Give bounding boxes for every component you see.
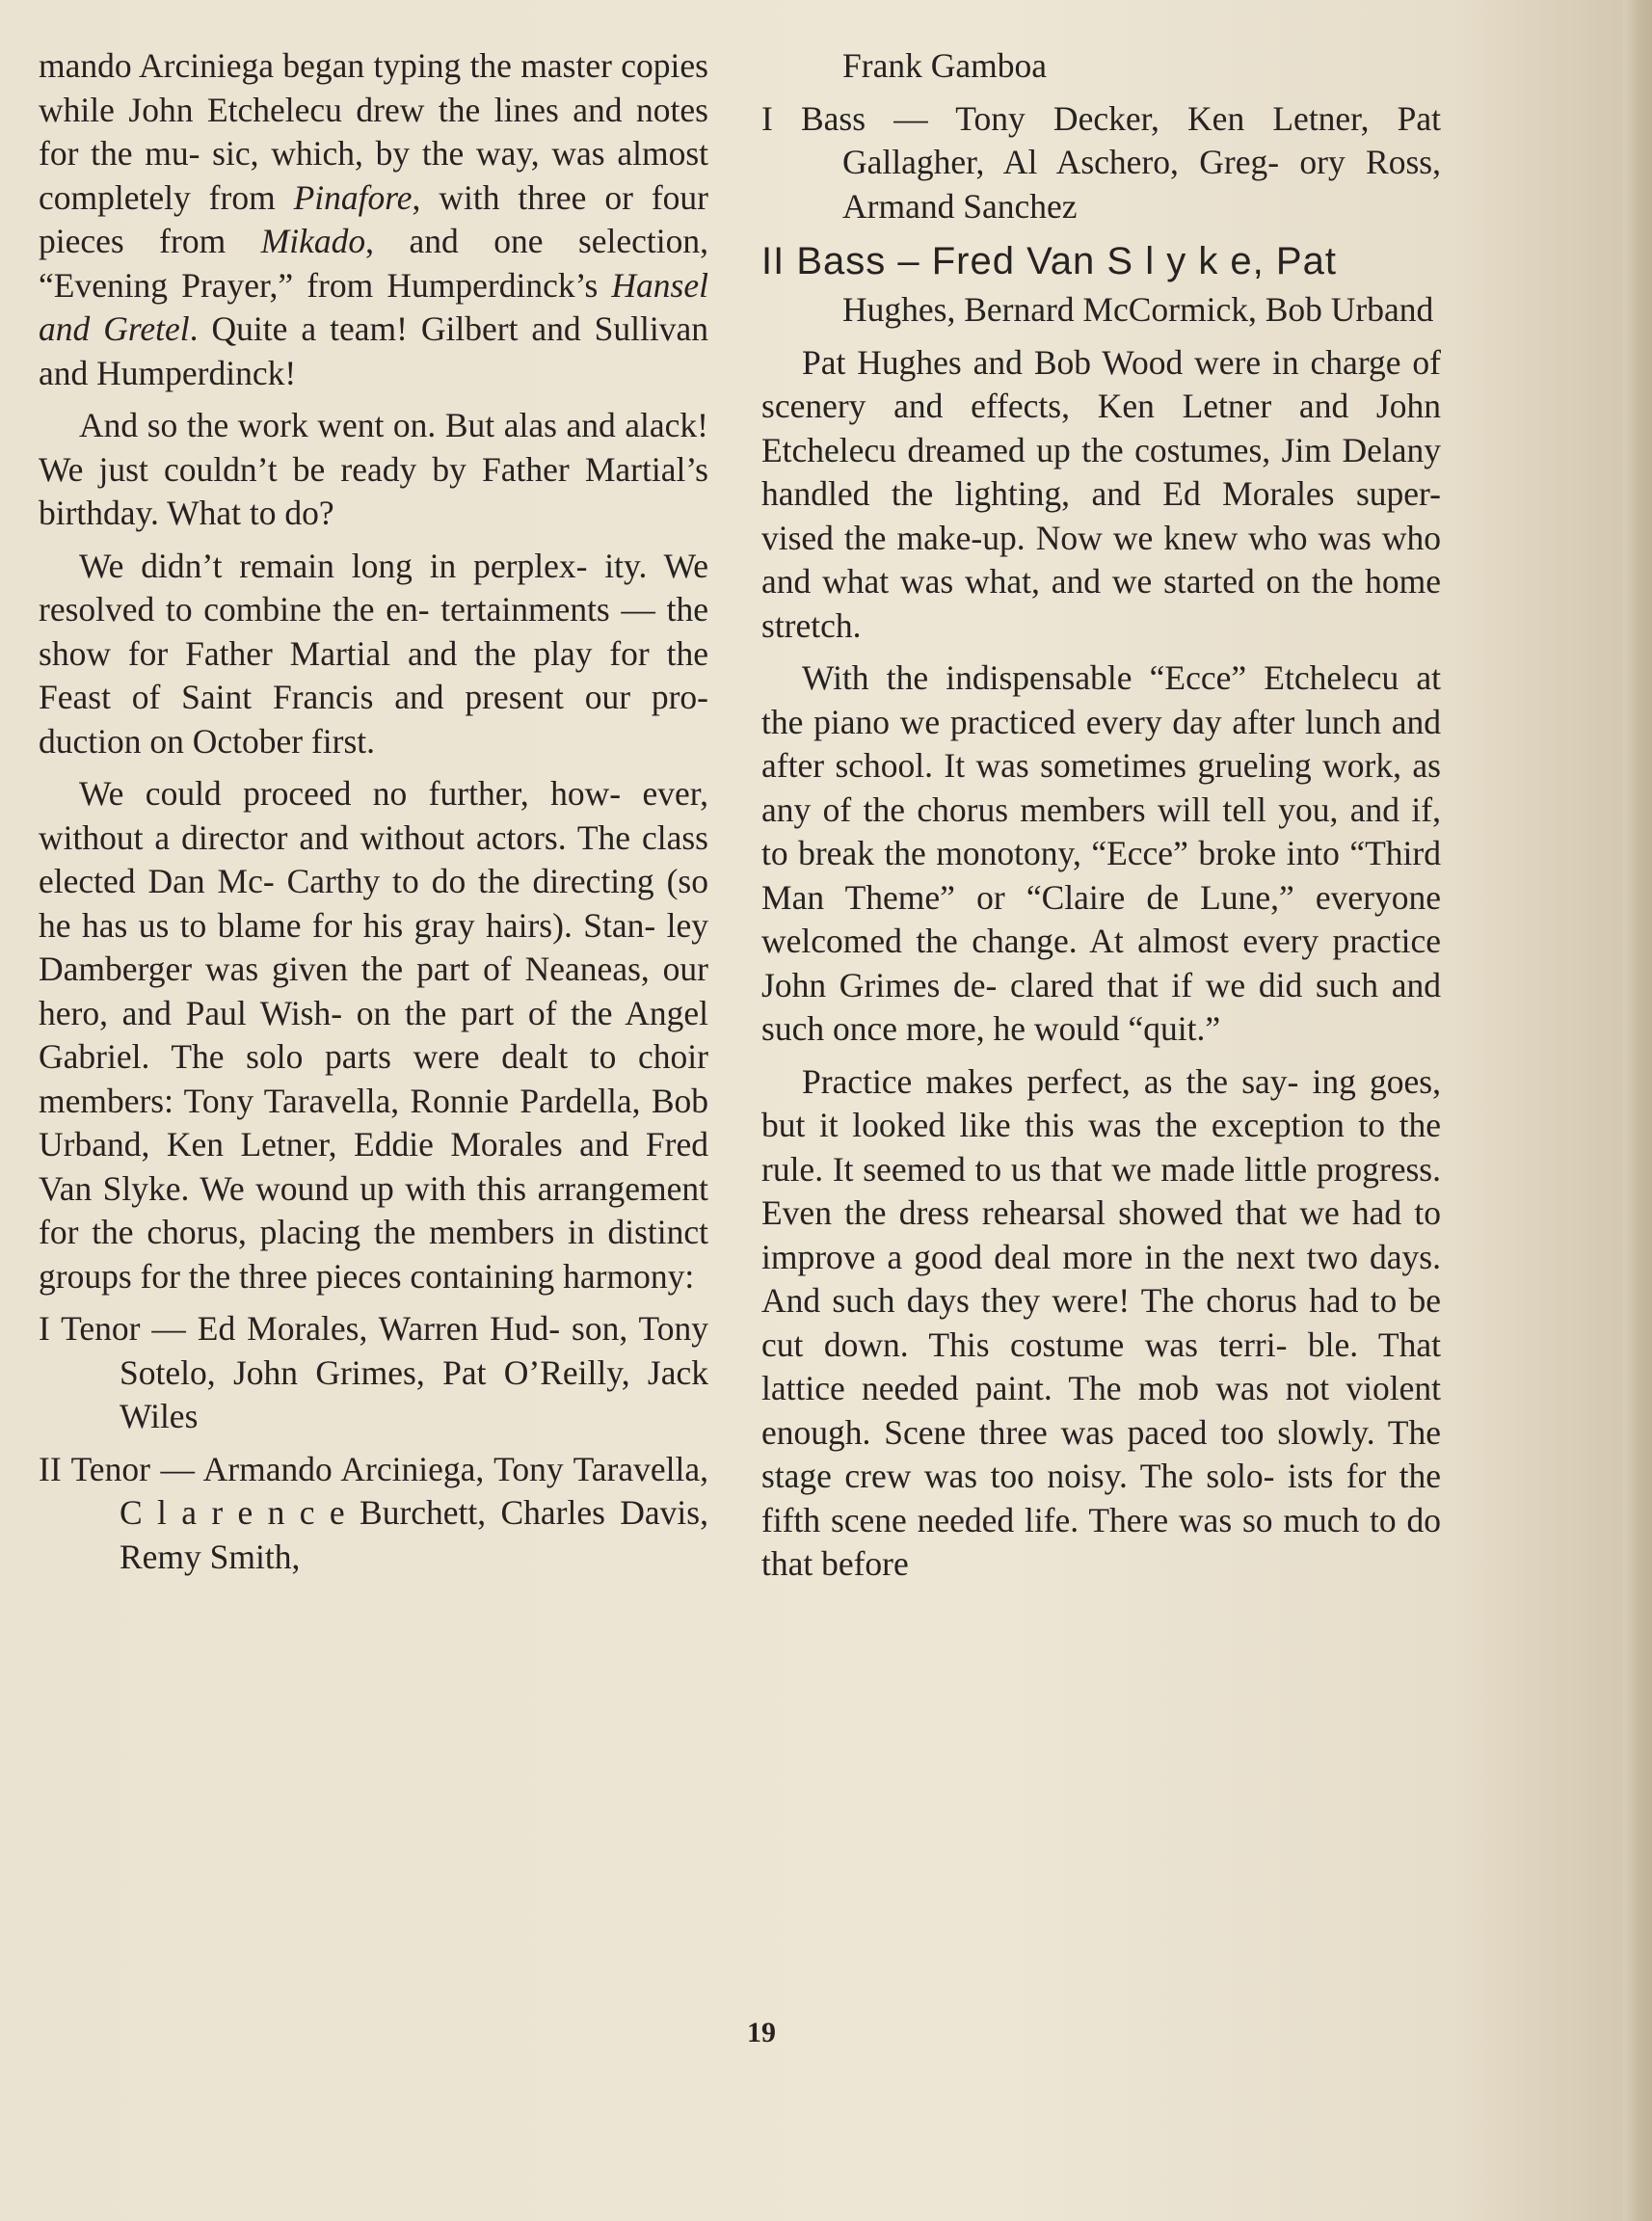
paragraph-perplexity: We didn’t remain long in perplex- ity. We resolved to combine the en- tertainments — the show for Father Martial and the play for the Feast of Saint Francis and present our pro- duction on October first. bbox=[39, 546, 708, 761]
voice-names: Hughes, Bernard McCormick, Bob Urband bbox=[842, 290, 1434, 329]
text-run: , with three or four pieces from bbox=[39, 177, 708, 260]
voice-names: — Tony Decker, Ken Letner, Pat Gallagher, Al Aschero, Greg- ory Ross, Armand Sanchez bbox=[842, 98, 1442, 226]
title-pinafore: Pinafore bbox=[293, 177, 413, 217]
chorus-second-tenor-continued: Frank Gamboa bbox=[842, 46, 1047, 85]
chorus-first-tenor bbox=[39, 1307, 708, 1439]
paragraph-scenery-effects: Pat Hughes and Bob Wood were in charge of scenery and effects, Ken Letner and John Etchelecu dreamed up the costumes, Jim Delany handled the lighting, and Ed Morales super- vised the make-up. Now we knew who was who and what was what, and we started on the home stretch. bbox=[761, 342, 1441, 645]
paragraph-continued bbox=[39, 44, 708, 395]
text-run: , and one selection, “Evening Prayer,” from Humperdinck’s bbox=[39, 222, 708, 305]
chorus-first-bass bbox=[761, 97, 1441, 229]
right-column bbox=[761, 44, 1441, 1595]
voice-label: II Bass bbox=[761, 240, 887, 282]
chorus-second-bass bbox=[761, 237, 1441, 333]
paragraph-work-went-on: And so the work went on. But alas and alack! We just couldn’t be ready by Father Martial’s birthday. What to do? bbox=[39, 406, 708, 532]
title-hansel-and-gretel: Hansel and Gretel bbox=[39, 265, 708, 348]
title-mikado: Mikado bbox=[260, 222, 366, 260]
voice-label: I Tenor bbox=[39, 1309, 141, 1348]
voice-label: I Bass bbox=[761, 98, 866, 138]
chorus-second-tenor bbox=[39, 1448, 708, 1580]
binding-edge bbox=[1623, 0, 1652, 2221]
left-column bbox=[39, 44, 708, 1588]
paragraph-director-actors: We could proceed no further, how- ever, without a director and without actors. The class elected Dan Mc- Carthy to do the directing (so he has us to blame for his gray hairs). Stan- ley Damberger was given the part of Neaneas, our hero, and Paul Wish- on the part of the Angel Gabriel. The solo parts were dealt to choir members: Tony Taravella, Ronnie Pardella, Bob Urband, Ken Letner, Eddie Morales and Fred Van Slyke. We wound up with this arrangement for the chorus, placing the members in distinct groups for the three pieces containing harmony: bbox=[39, 774, 708, 1296]
voice-label: II Tenor bbox=[39, 1449, 150, 1488]
paragraph-practice-makes-perfect: Practice makes perfect, as the say- ing goes, but it looked like this was the exception to the rule. It seemed to us that we made little progress. Even the dress rehearsal showed that we had to improve a good deal more in the next two days. And such days they were! The chorus had to be cut down. This costume was terri- ble. That lattice needed paint. The mob was not violent enough. Scene three was paced too slowly. The stage crew was too noisy. The solo- ists for the fifth scene needed life. There was so much to do that before bbox=[761, 1061, 1441, 1583]
voice-names-first-line: – Fred Van S l y k e, Pat bbox=[886, 240, 1337, 282]
text-run: . Quite a team! Gilbert and Sullivan and Humperdinck! bbox=[39, 309, 709, 392]
voice-names: — Ed Morales, Warren Hud- son, Tony Sotelo, John Grimes, Pat O’Reilly, Jack Wiles bbox=[120, 1309, 708, 1435]
paragraph-practice: With the indispensable “Ecce” Etchelecu at the piano we practiced every day after lunch and after school. It was sometimes grueling work, as any of the chorus members will tell you, and if, to break the monotony, “Ecce” broke into “Third Man Theme” or “Claire de Lune,” everyone welcomed the change. At almost every practice John Grimes de- clared that if we did such and such once more, he would “quit.” bbox=[761, 658, 1441, 1048]
page-number: 19 bbox=[747, 2017, 776, 2048]
text-run: mando Arciniega began typing the master copies while John Etchelecu drew the lines and notes for the mu- sic, which, by the way, was almost completely from bbox=[39, 46, 708, 217]
voice-names: — Armando Arciniega, Tony Taravella, C l a r e n c e Burchett, Charles Davis, Remy Smith, bbox=[120, 1449, 708, 1576]
